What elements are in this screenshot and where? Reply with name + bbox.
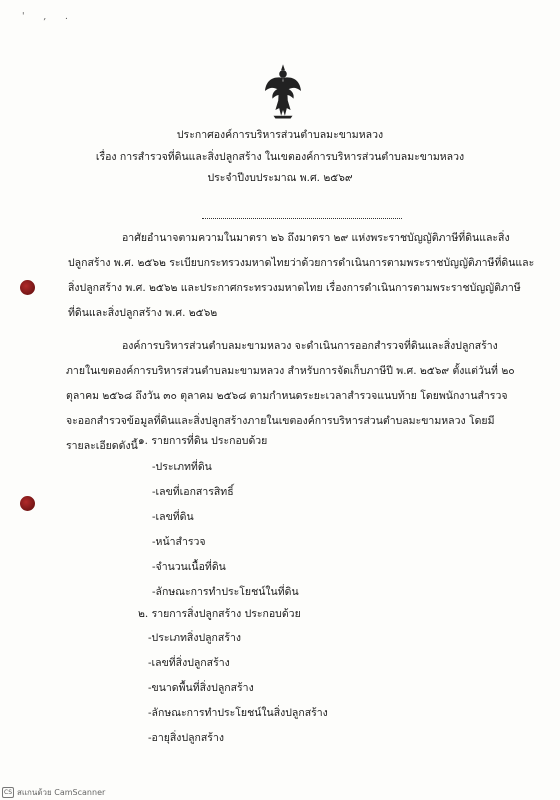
- paragraph-line: สิ่งปลูกสร้าง พ.ศ. ๒๕๖๒ และประกาศกระทรวงมหาดไทย เรื่องการดำเนินการตามพระราชบัญญัติภาษี: [68, 282, 521, 294]
- fiscal-year-line: ประจำปีงบประมาณ พ.ศ. ๒๕๖๙: [207, 172, 353, 184]
- land-item: -เลขที่เอกสารสิทธิ์: [152, 486, 234, 498]
- announcement-title: ประกาศองค์การบริหารส่วนตำบลมะขามหลวง: [176, 129, 384, 141]
- paragraph-line: จะออกสำรวจข้อมูลที่ดินและสิ่งปลูกสร้างภายในเขตองค์การบริหารส่วนตำบลมะขามหลวง โดยมี: [66, 415, 495, 427]
- garuda-emblem-icon: [264, 62, 302, 120]
- paragraph-survey: [66, 334, 536, 459]
- paragraph-line: อาศัยอำนาจตามความในมาตรา ๒๖ ถึงมาตรา ๒๙ แห่งพระราชบัญญัติภาษีที่ดินและสิ่ง: [122, 232, 510, 244]
- punch-hole-bottom: [20, 496, 35, 511]
- subject-line: เรื่อง การสำรวจที่ดินและสิ่งปลูกสร้าง ในเขตองค์การบริหารส่วนตำบลมะขามหลวง: [95, 151, 465, 163]
- building-item: -อายุสิ่งปลูกสร้าง: [148, 732, 224, 744]
- paragraph-line: องค์การบริหารส่วนตำบลมะขามหลวง จะดำเนินการออกสำรวจที่ดินและสิ่งปลูกสร้าง: [122, 340, 498, 352]
- land-item: -หน้าสำรวจ: [152, 536, 206, 548]
- section-land-title: ๑. รายการที่ดิน ประกอบด้วย: [138, 435, 268, 447]
- paragraph-line: ที่ดินและสิ่งปลูกสร้าง พ.ศ. ๒๕๖๒: [68, 307, 218, 319]
- land-item: -เลขที่ดิน: [152, 511, 194, 523]
- building-item: -เลขที่สิ่งปลูกสร้าง: [148, 657, 230, 669]
- paragraph-line: ปลูกสร้าง พ.ศ. ๒๕๖๒ ระเบียบกระทรวงมหาดไทยว่าด้วยการดำเนินการตามพระราชบัญญัติภาษีที่ดินและ: [68, 257, 535, 269]
- paragraph-line: ตุลาคม ๒๕๖๘ ถึงวัน ๓๐ ตุลาคม ๒๕๖๘ ตามกำหนดระยะเวลาสำรวจแนบท้าย โดยพนักงานสำรวจ: [66, 390, 508, 402]
- paragraph-line: ภายในเขตองค์การบริหารส่วนตำบลมะขามหลวง สำหรับการจัดเก็บภาษีปี พ.ศ. ๒๕๖๙ ตั้งแต่วันที่ ๒๐: [66, 365, 515, 377]
- watermark-text: สแกนด้วย CamScanner: [17, 788, 106, 797]
- dotted-separator: [202, 218, 402, 219]
- scanner-watermark: [2, 786, 105, 799]
- building-item: -ลักษณะการทำประโยชน์ในสิ่งปลูกสร้าง: [148, 707, 328, 719]
- land-item: -จำนวนเนื้อที่ดิน: [152, 561, 226, 573]
- punch-hole-top: [20, 280, 35, 295]
- camscanner-icon: CS: [4, 789, 12, 796]
- scan-specks: ' , .: [22, 12, 76, 22]
- building-item: -ประเภทสิ่งปลูกสร้าง: [148, 632, 241, 644]
- building-item: -ขนาดพื้นที่สิ่งปลูกสร้าง: [148, 682, 254, 694]
- section-building-title: ๒. รายการสิ่งปลูกสร้าง ประกอบด้วย: [138, 608, 301, 620]
- paragraph-authority: [68, 226, 538, 326]
- paragraph-line: รายละเอียดดังนี้: [66, 440, 138, 452]
- land-item: -ลักษณะการทำประโยชน์ในที่ดิน: [152, 586, 299, 598]
- land-item: -ประเภทที่ดิน: [152, 461, 212, 473]
